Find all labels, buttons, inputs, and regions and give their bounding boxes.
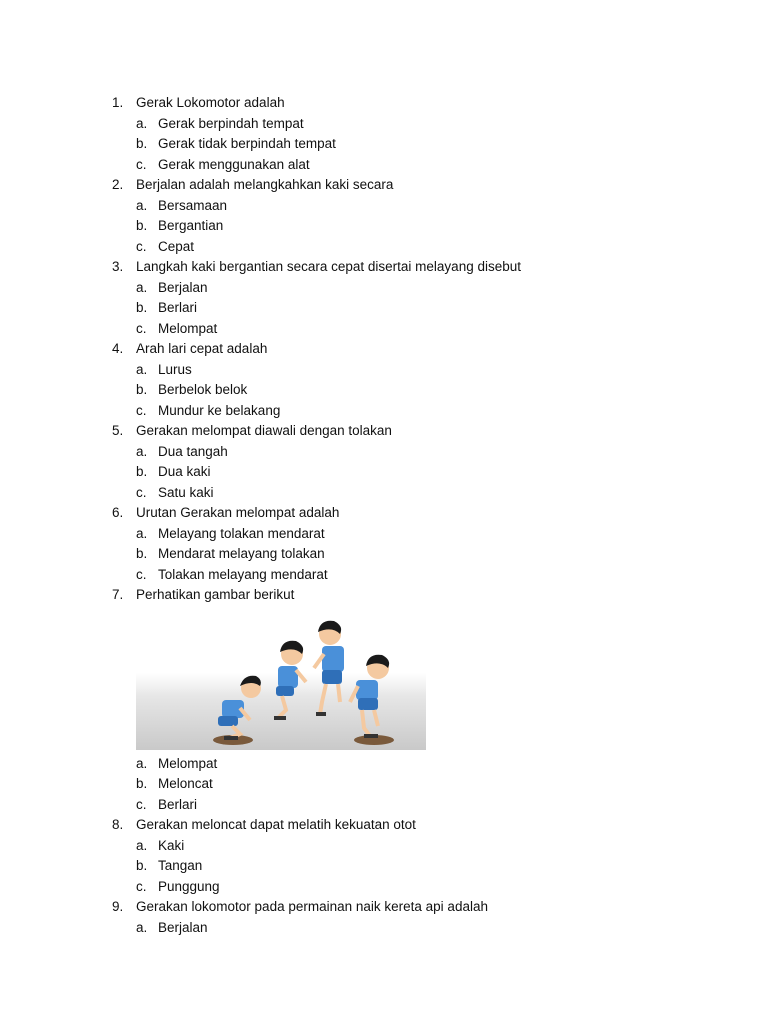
jumping-children-illustration [136,610,426,750]
answer-option [0,918,768,939]
option-text: Melayang tolakan mendarat [158,525,325,541]
answer-option [0,319,768,340]
option-letter: a. [136,361,148,377]
answer-option [0,216,768,237]
question-text: Langkah kaki bergantian secara cepat disertai melayang disebut [136,259,521,274]
option-letter: a. [136,115,148,131]
option-text: Mendarat melayang tolakan [158,546,325,561]
question-3 [0,257,768,278]
option-letter: b. [136,218,148,233]
option-text: Cepat [158,238,195,254]
option-text: Tolakan melayang mendarat [158,566,328,582]
answer-option [0,380,768,401]
question-number: 4. [112,341,124,356]
option-text: Gerak berpindah tempat [158,115,304,131]
question-8 [0,815,768,836]
answer-option [0,774,768,795]
option-text: Melompat [158,320,218,336]
answer-option [0,442,768,463]
question-number: 2. [112,177,124,192]
option-letter: b. [136,776,148,791]
question-1 [0,93,768,114]
option-text: Bergantian [158,218,224,233]
question-4 [0,339,768,360]
answer-option [0,114,768,135]
option-letter: c. [136,566,147,582]
option-letter: b. [136,464,148,479]
option-text: Tangan [158,858,203,873]
option-letter: a. [136,919,148,935]
answer-option [0,462,768,483]
option-letter: c. [136,402,147,418]
question-5 [0,421,768,442]
question-number: 7. [112,587,124,602]
answer-option [0,524,768,545]
option-letter: a. [136,279,148,295]
question-text: Gerak Lokomotor adalah [136,95,285,110]
answer-option [0,237,768,258]
option-letter: b. [136,300,148,315]
option-text: Berlari [158,300,198,315]
option-text: Berjalan [158,279,208,295]
option-letter: c. [136,320,147,336]
answer-option [0,483,768,504]
option-letter: a. [136,525,148,541]
option-text: Kaki [158,837,185,853]
option-text: Dua kaki [158,464,211,479]
option-text: Dua tangah [158,443,228,459]
option-text: Melompat [158,755,218,771]
question-list [0,93,768,938]
option-letter: c. [136,484,147,500]
question-7 [0,585,768,606]
option-text: Punggung [158,878,220,894]
answer-option [0,836,768,857]
option-letter: b. [136,382,148,397]
question-text: Perhatikan gambar berikut [136,587,295,602]
answer-option [0,544,768,565]
option-text: Bersamaan [158,197,228,213]
question-number: 5. [112,423,124,438]
option-letter: a. [136,837,148,853]
question-text: Urutan Gerakan melompat adalah [136,505,340,520]
question-text: Berjalan adalah melangkahkan kaki secara [136,177,394,192]
option-letter: b. [136,858,148,873]
option-text: Satu kaki [158,484,214,500]
option-text: Gerak menggunakan alat [158,156,310,172]
question-number: 8. [112,817,124,832]
answer-option [0,401,768,422]
question-number: 3. [112,259,124,274]
question-text: Gerakan meloncat dapat melatih kekuatan otot [136,817,416,832]
answer-option [0,565,768,586]
answer-option [0,795,768,816]
option-text: Gerak tidak berpindah tempat [158,136,336,151]
question-number: 1. [112,95,124,110]
option-letter: a. [136,197,148,213]
question-text: Gerakan melompat diawali dengan tolakan [136,423,392,438]
option-text: Berjalan [158,919,208,935]
answer-option [0,298,768,319]
option-letter: c. [136,238,147,254]
question-2 [0,175,768,196]
option-text: Meloncat [158,776,213,791]
option-text: Berlari [158,796,198,812]
question-6 [0,503,768,524]
option-text: Mundur ke belakang [158,402,281,418]
answer-option [0,877,768,898]
answer-option [0,856,768,877]
answer-option [0,278,768,299]
option-letter: c. [136,156,147,172]
answer-option [0,134,768,155]
option-text: Berbelok belok [158,382,248,397]
answer-option [0,196,768,217]
question-9 [0,897,768,918]
answer-option [0,754,768,775]
question-text: Arah lari cepat adalah [136,341,268,356]
option-letter: b. [136,136,148,151]
question-number: 9. [112,899,124,914]
option-letter: a. [136,443,148,459]
question-number: 6. [112,505,124,520]
answer-option [0,360,768,381]
answer-option [0,155,768,176]
question-text: Gerakan lokomotor pada permainan naik kereta api adalah [136,899,488,914]
option-text: Lurus [158,361,192,377]
option-letter: c. [136,878,147,894]
option-letter: b. [136,546,148,561]
option-letter: c. [136,796,147,812]
option-letter: a. [136,755,148,771]
